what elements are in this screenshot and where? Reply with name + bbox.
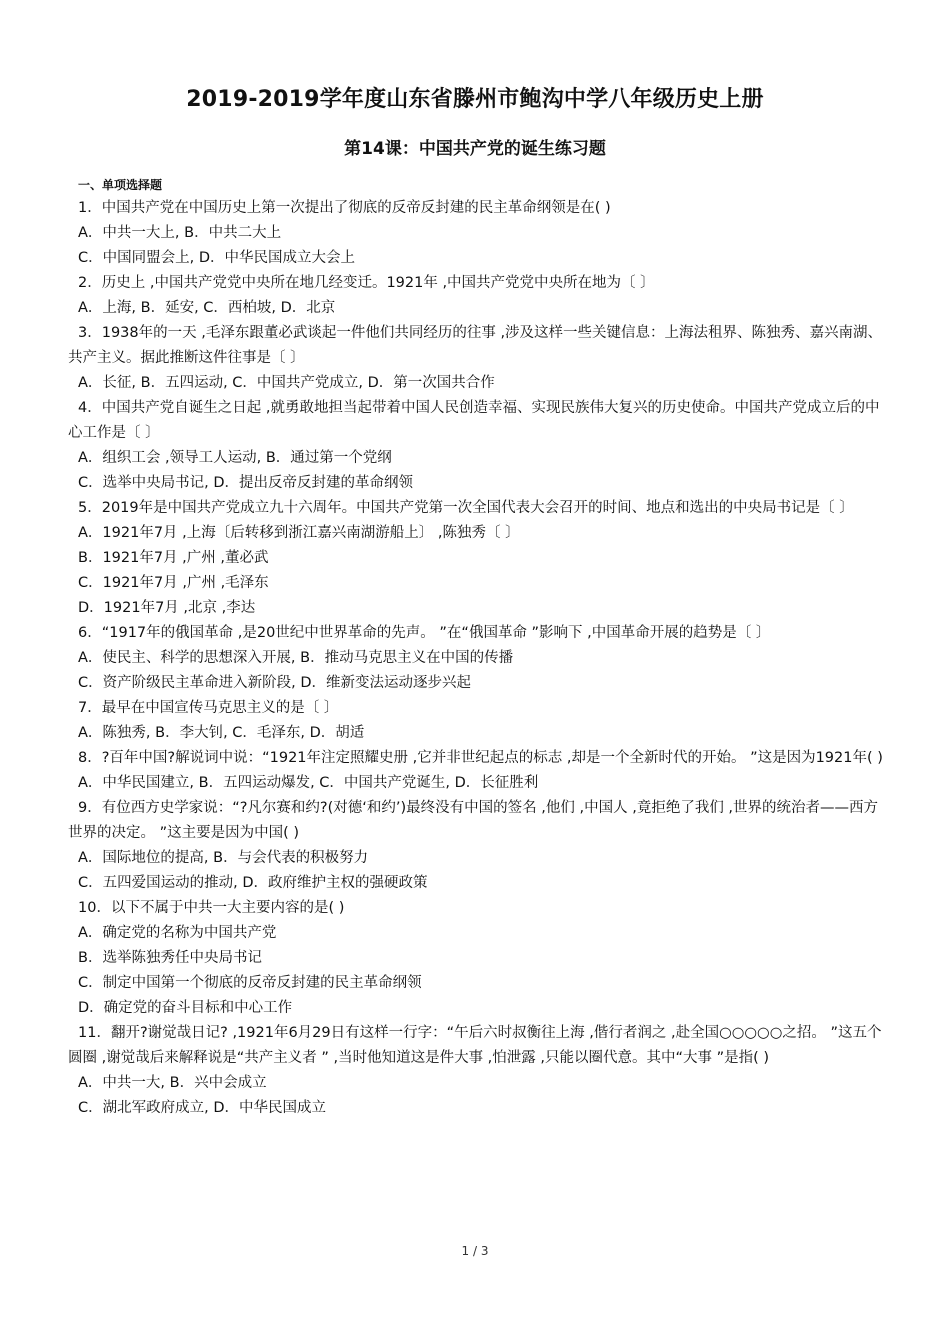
answer-options: A．上海, B．延安, C．西柏坡, D．北京 [78, 300, 336, 316]
answer-options: B．选举陈独秀任中央局书记 [78, 950, 262, 966]
answer-options: C．五四爱国运动的推动, D．政府维护主权的强硬政策 [78, 875, 428, 891]
answer-options: A．1921年7月 ,上海〔后转移到浙江嘉兴南湖游船上〕 ,陈独秀〔 〕 [78, 525, 520, 541]
answer-options: B．1921年7月 ,广州 ,董必武 [78, 550, 269, 566]
answer-options: A．国际地位的提高, B．与会代表的积极努力 [78, 850, 369, 866]
answer-options: C．湖北军政府成立, D．中华民国成立 [78, 1100, 327, 1116]
document-title: 2019-2019学年度山东省滕州市鲍沟中学八年级历史上册 [186, 87, 764, 112]
question-text: 5．2019年是中国共产党成立九十六周年。中国共产党第一次全国代表大会召开的时间、地点和选出的中央局书记是〔 〕 [78, 500, 854, 516]
answer-options: A．中华民国建立, B．五四运动爆发, C．中国共产党诞生, D．长征胜利 [78, 775, 539, 791]
question-text: 2．历史上 ,中国共产党党中央所在地几经变迁。1921年 ,中国共产党党中央所在地为〔 〕 [78, 275, 655, 291]
question-text: 4．中国共产党自诞生之日起 ,就勇敢地担当起带着中国人民创造幸福、实现民族伟大复兴的历史使命。中国共产党成立后的中心工作是〔 〕 [68, 400, 880, 441]
question-text: 10．以下不属于中共一大主要内容的是( ) [78, 900, 345, 916]
answer-options: D．确定党的奋斗目标和中心工作 [78, 1000, 293, 1016]
answer-options: C．选举中央局书记, D．提出反帝反封建的革命纲领 [78, 475, 414, 491]
question-list [68, 196, 890, 1121]
question-text: 8．?百年中国?解说词中说：“1921年注定照耀史册 ,它并非世纪起点的标志 ,却是一个全新时代的开始。 ”这是因为1921年( ) [78, 750, 883, 766]
question-text: 6．“1917年的俄国革命 ,是20世纪中世界革命的先声。 ”在“俄国革命 ”影响下 ,中国革命开展的趋势是〔 〕 [78, 625, 771, 641]
answer-options: A．使民主、科学的思想深入开展, B．推动马克思主义在中国的传播 [78, 650, 514, 666]
answer-options: A．中共一大, B．兴中会成立 [78, 1075, 267, 1091]
answer-options: D．1921年7月 ,北京 ,李达 [78, 600, 256, 616]
question-text: 3．1938年的一天 ,毛泽东跟董必武谈起一件他们共同经历的往事 ,涉及这样一些关键信息：上海法租界、陈独秀、嘉兴南湖、共产主义。据此推断这件往事是〔 〕 [68, 325, 883, 366]
answer-options: A．组织工会 ,领导工人运动, B．通过第一个党纲 [78, 450, 392, 466]
answer-options: A．中共一大上, B．中共二大上 [78, 225, 282, 241]
question-text: 1．中国共产党在中国历史上第一次提出了彻底的反帝反封建的民主革命纲领是在( ) [78, 200, 611, 216]
answer-options: A．长征, B．五四运动, C．中国共产党成立, D．第一次国共合作 [78, 375, 495, 391]
answer-options: C．制定中国第一个彻底的反帝反封建的民主革命纲领 [78, 975, 422, 991]
question-text: 9．有位西方史学家说：“?凡尔赛和约?(对德‘和约’)最终没有中国的签名 ,他们 ,中国人 ,竟拒绝了我们 ,世界的统治者——西方世界的决定。 ”这主要是因为中国( ) [68, 800, 879, 841]
answer-options: C．资产阶级民主革命进入新阶段, D．维新变法运动逐步兴起 [78, 675, 472, 691]
document-subtitle: 第14课：中国共产党的诞生练习题 [344, 139, 606, 159]
answer-options: C．中国同盟会上, D．中华民国成立大会上 [78, 250, 356, 266]
page-number: 1 / 3 [461, 1244, 489, 1258]
answer-options: C．1921年7月 ,广州 ,毛泽东 [78, 575, 269, 591]
answer-options: A．确定党的名称为中国共产党 [78, 925, 277, 941]
question-text: 11．翻开?谢觉哉日记? ,1921年6月29日有这样一行字：“午后六时叔衡往上海 ,偕行者润之 ,赴全国○○○○○之招。 ”这五个圆圈 ,谢觉哉后来解释说是“共产主义者 ” ,当时他知道这是件大事 ,怕泄露 ,只能以圈代意。其中“大事 ”是指( ) [68, 1025, 882, 1066]
question-text: 7．最早在中国宣传马克思主义的是〔 〕 [78, 700, 339, 716]
answer-options: A．陈独秀, B．李大钊, C．毛泽东, D．胡适 [78, 725, 365, 741]
section-heading: 一、单项选择题 [78, 178, 163, 192]
